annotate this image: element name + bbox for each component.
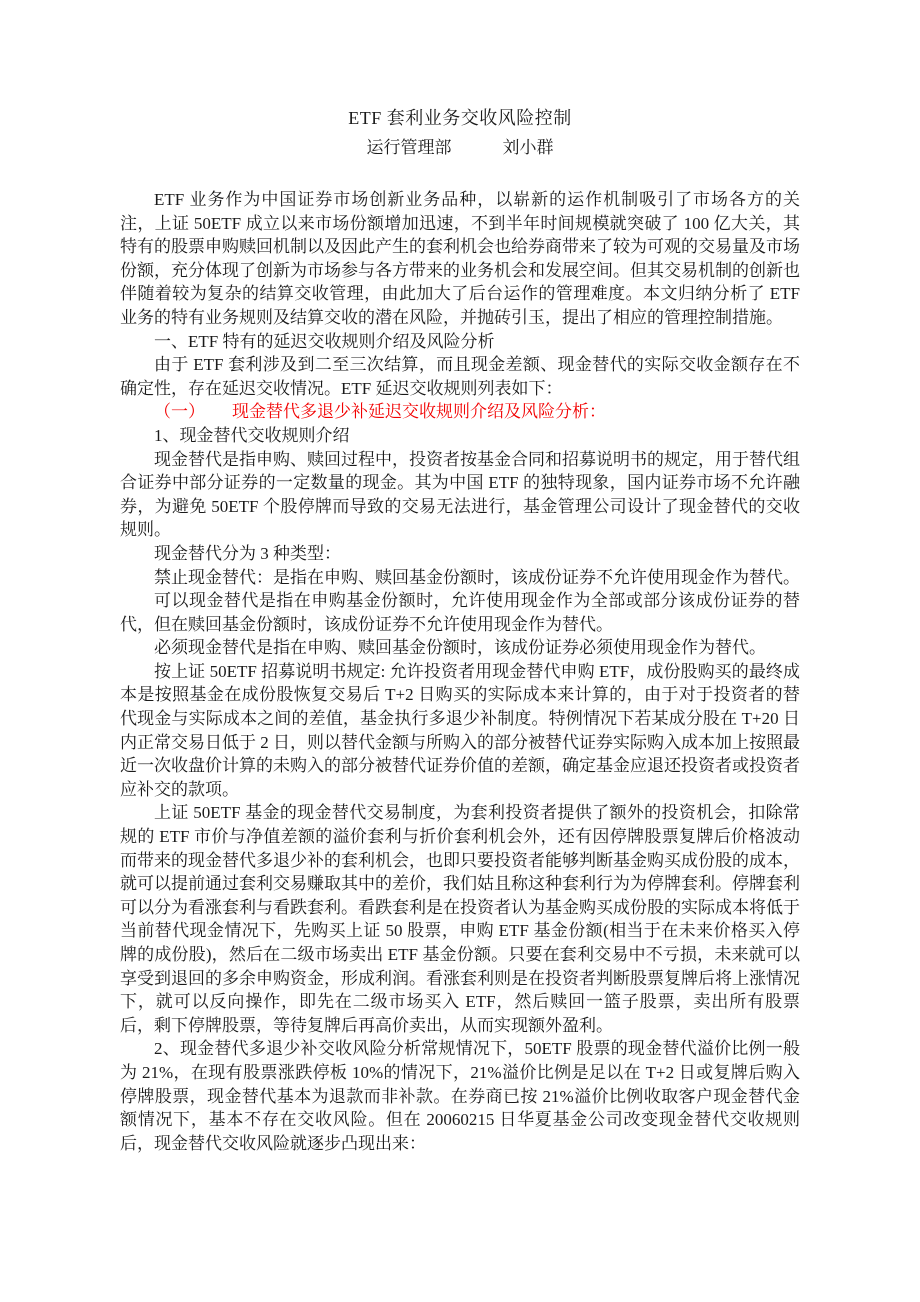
intro-paragraph: ETF 业务作为中国证券市场创新业务品种，以崭新的运作机制吸引了市场各方的关注，上证 50ETF 成立以来市场份额增加迅速，不到半年时间规模就突破了 100 亿大关，其特有的股票申购赎回机制以及因此产生的套利机会也给券商带来了较为可观的交易量及市场份额，充分体现了创新为市场参与各方带来的业务机会和发展空间。但其交易机制的创新也伴随着较为复杂的结算交收管理，由此加大了后台运作的管理难度。本文归纳分析了 ETF 业务的特有业务规则及结算交收的潜在风险，并抛砖引玉，提出了相应的管理控制措施。 xyxy=(120,190,800,327)
item-1-heading: 1、现金替代交收规则介绍 xyxy=(154,425,350,445)
doc-byline: 运行管理部 刘小群 xyxy=(366,138,554,157)
cash-substitute-types-intro: 现金替代分为 3 种类型： xyxy=(154,543,341,563)
page-title: ETF 套利业务交收风险控制 xyxy=(348,108,572,128)
type-must-paragraph: 必须现金替代是指在申购、赎回基金份额时，该成份证券必须使用现金作为替代。 xyxy=(154,638,766,658)
item-2-risk-analysis-paragraph: 2、现金替代多退少补交收风险分析常规情况下，50ETF 股票的现金替代溢价比例一般为 21%，在现有股票涨跌停板 10%的情况下，21%溢价比例是足以在 T+2 日或复牌后购入停牌股票，现金替代基本为退款而非补款。在券商已按 21%溢价比例收取客户现金替代金额情况下，基本不存在交收风险。但在 20060215 日华夏基金公司改变现金替代交收规则后，现金替代交收风险就逐步凸现出来： xyxy=(120,1039,800,1153)
subsection-1-red-heading xyxy=(120,400,800,424)
document-page xyxy=(120,104,800,1155)
cash-substitute-definition-paragraph: 现金替代是指申购、赎回过程中，投资者按基金合同和招募说明书的规定，用于替代组合证券中部分证券的一定数量的现金。其为中国 ETF 的独特现象，国内证券市场不允许融券，为避免 50ETF 个股停牌而导致的交易无法进行，基金管理公司设计了现金替代的交收规则。 xyxy=(120,449,800,540)
type-forbidden-paragraph: 禁止现金替代：是指在申购、赎回基金份额时，该成份证券不允许使用现金作为替代。 xyxy=(154,567,800,587)
heading-number: （一） xyxy=(154,402,205,422)
heading-text: 现金替代多退少补延迟交收规则介绍及风险分析： xyxy=(232,402,606,422)
doc-body xyxy=(120,188,800,1155)
section-1-heading: 一、ETF 特有的延迟交收规则介绍及风险分析 xyxy=(154,331,495,351)
prospectus-rule-paragraph: 按上证 50ETF 招募说明书规定: 允许投资者用现金替代申购 ETF，成份股购买的最终成本是按照基金在成份股恢复交易后 T+2 日购买的实际成本来计算的，由于对于投资者的替代现金与实际成本之间的差值，基金执行多退少补制度。特例情况下若某成分股在 T+20 日内正常交易日低于 2 日，则以替代金额与所购入的部分被替代证券实际购入成本加上按照最近一次收盘价计算的未购入的部分被替代证券价值的差额，确定基金应退还投资者或投资者应补交的款项。 xyxy=(120,661,800,799)
type-allowed-paragraph: 可以现金替代是指在申购基金份额时，允许使用现金作为全部或部分该成份证券的替代，但在赎回基金份额时，该成份证券不允许使用现金作为替代。 xyxy=(120,591,800,634)
section-1-lead-paragraph: 由于 ETF 套利涉及到二至三次结算，而且现金差额、现金替代的实际交收金额存在不确定性，存在延迟交收情况。ETF 延迟交收规则列表如下： xyxy=(120,355,800,398)
arbitrage-opportunity-paragraph: 上证 50ETF 基金的现金替代交易制度，为套利投资者提供了额外的投资机会，扣除常规的 ETF 市价与净值差额的溢价套利与折价套利机会外，还有因停牌股票复牌后价格波动而带来的现金替代多退少补的套利机会，也即只要投资者能够判断基金购买成份股的成本，就可以提前通过套利交易赚取其中的差价，我们姑且称这种套利行为为停牌套利。停牌套利可以分为看涨套利与看跌套利。看跌套利是在投资者认为基金购买成份股的实际成本将低于当前替代现金情况下，先购买上证 50 股票，申购 ETF 基金份额(相当于在未来价格买入停牌的成份股)，然后在二级市场卖出 ETF 基金份额。只要在套利交易中不亏损，未来就可以享受到退回的多余申购资金，形成利润。看涨套利则是在投资者判断股票复牌后将上涨情况下，就可以反向操作，即先在二级市场买入 ETF，然后赎回一篮子股票，卖出所有股票后，剩下停牌股票，等待复牌后再高价卖出，从而实现额外盈利。 xyxy=(120,803,800,1035)
